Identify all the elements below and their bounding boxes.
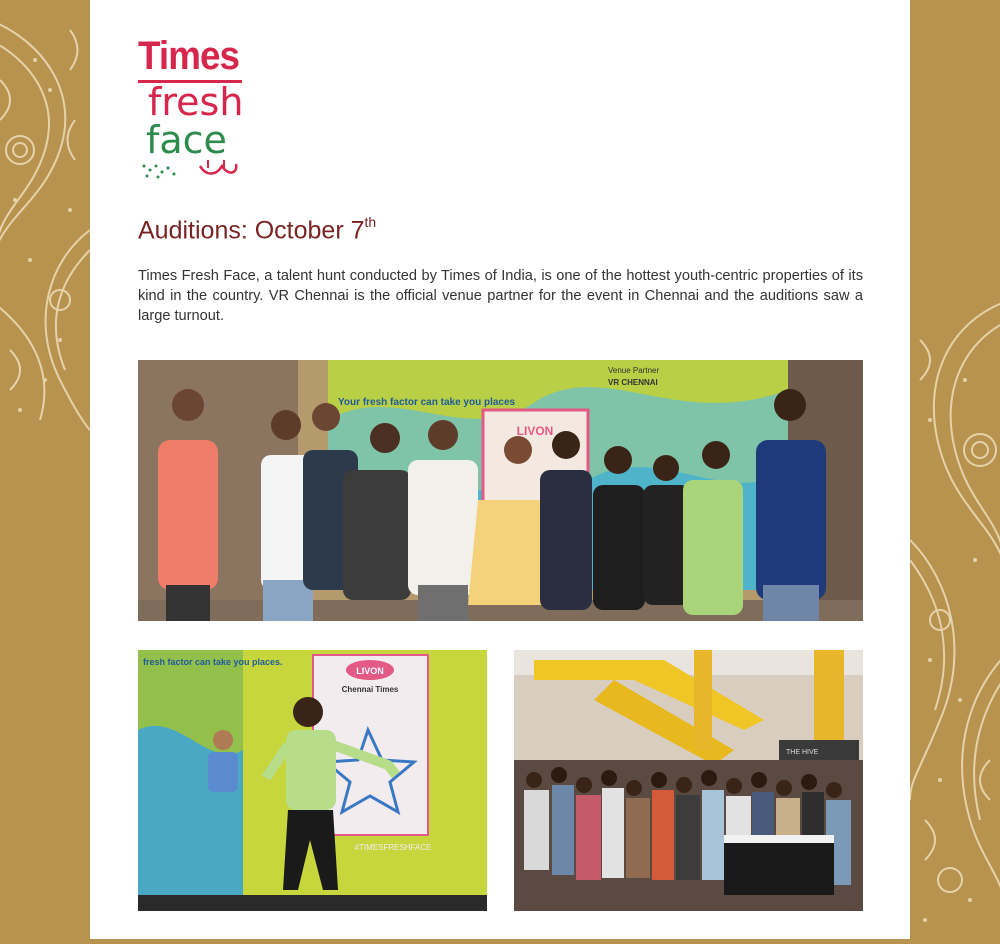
paisley-pattern-left [0,0,90,939]
dance-audition-photo [138,650,487,911]
times-fresh-face-logo [138,36,248,181]
dance-photo-sponsor: LIVON [356,666,384,676]
heading-suffix: th [364,214,377,230]
group-photo-venue-name: VR CHENNAI [608,378,658,387]
dance-photo-hashtag: #TIMESFRESHFACE [354,843,432,852]
logo-word-times: Times [138,34,240,78]
group-photo-sponsor: LIVON [516,424,554,438]
description-paragraph: Times Fresh Face, a talent hunt conducted by Times of India, is one of the hottest youth-centric properties of its kind in the country. VR Chennai is the official venue partner for the event in Chennai and the auditions saw a large turnout. [138,268,863,324]
right-ornamental-border [910,0,1000,939]
heading-text: Auditions: October 7 [138,216,365,245]
group-photo-banner: Your fresh factor can take you places [338,397,516,408]
crowd-photo [514,650,863,911]
paisley-pattern-right [910,0,1000,939]
group-photo [138,360,863,621]
left-ornamental-border [0,0,90,939]
logo-word-face: face [146,118,227,162]
group-photo-venue-label: Venue Partner [608,366,660,375]
page-heading [138,216,376,245]
logo-word-fresh: fresh [148,80,244,124]
dance-photo-banner: fresh factor can take you places. [143,657,283,667]
logo-dots-decoration [138,36,248,181]
content-page [90,0,910,939]
crowd-photo-store-sign: THE HIVE [786,749,819,756]
dance-photo-sub-brand: Chennai Times [341,685,399,694]
